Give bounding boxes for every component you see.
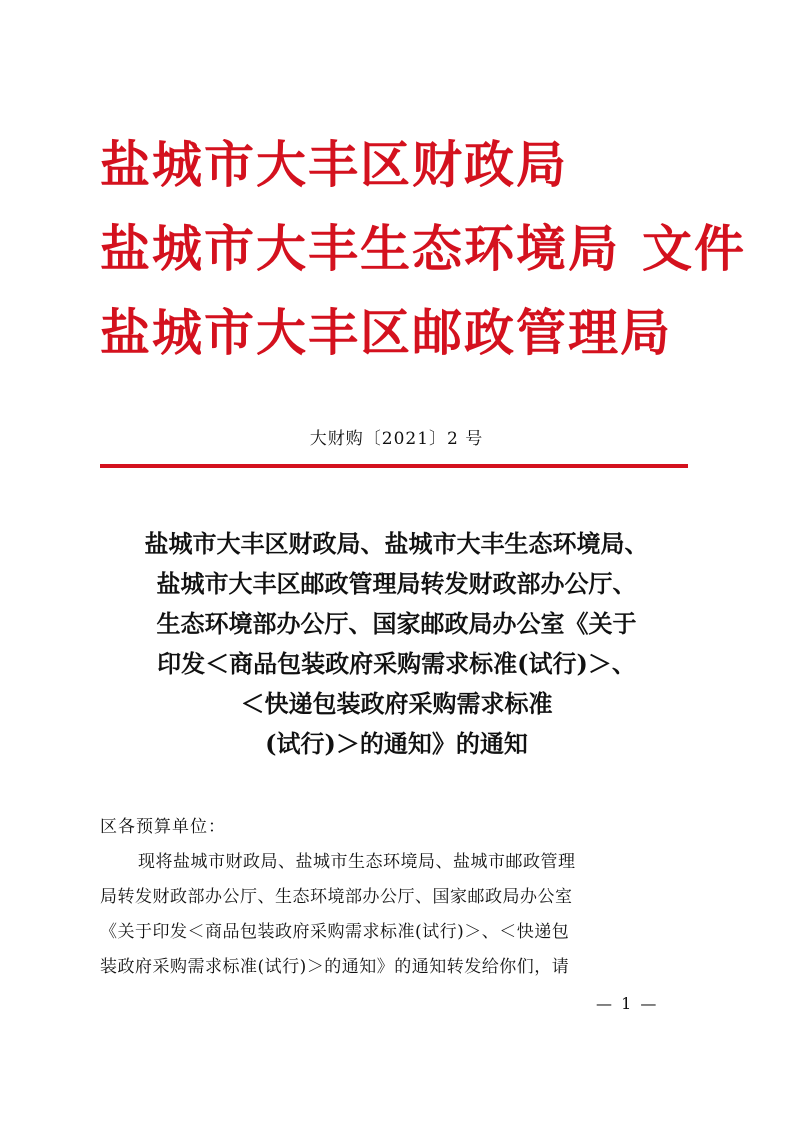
title-line: 生态环境部办公厅、国家邮政局办公室《关于 — [156, 609, 637, 638]
document-body — [100, 810, 690, 985]
red-divider-line — [100, 464, 688, 468]
body-line: 装政府采购需求标准(试行)＞的通知》的通知转发给你们，请 — [100, 957, 570, 977]
issuer-line-2-text: 盐城市大丰生态环境局 — [100, 219, 620, 278]
title-line: 盐城市大丰区邮政管理局转发财政部办公厅、 — [156, 569, 637, 598]
document-title — [60, 524, 733, 764]
body-line: 局转发财政部办公厅、生态环境部办公厅、国家邮政局办公室 — [100, 887, 573, 907]
page-number: — 1 — — [596, 994, 659, 1013]
title-line: 盐城市大丰区财政局、盐城市大丰生态环境局、 — [144, 529, 649, 558]
body-line: 现将盐城市财政局、盐城市生态环境局、盐城市邮政管理 — [138, 852, 576, 872]
title-line: (试行)＞的通知》的通知 — [265, 729, 528, 758]
issuer-line-1: 盐城市大丰区财政局 — [100, 135, 568, 194]
issuer-line-3: 盐城市大丰区邮政管理局 — [100, 303, 672, 362]
salutation: 区各预算单位： — [100, 817, 226, 837]
issuer-line-2 — [100, 219, 746, 303]
body-line: 《关于印发＜商品包装政府采购需求标准(试行)＞、＜快递包 — [100, 922, 570, 942]
document-suffix: 文件 — [642, 219, 746, 278]
title-line: ＜快递包装政府采购需求标准 — [240, 689, 553, 718]
document-header — [100, 135, 746, 387]
document-number: 大财购〔2021〕2 号 — [309, 429, 484, 449]
title-line: 印发＜商品包装政府采购需求标准(试行)＞、 — [157, 649, 636, 678]
